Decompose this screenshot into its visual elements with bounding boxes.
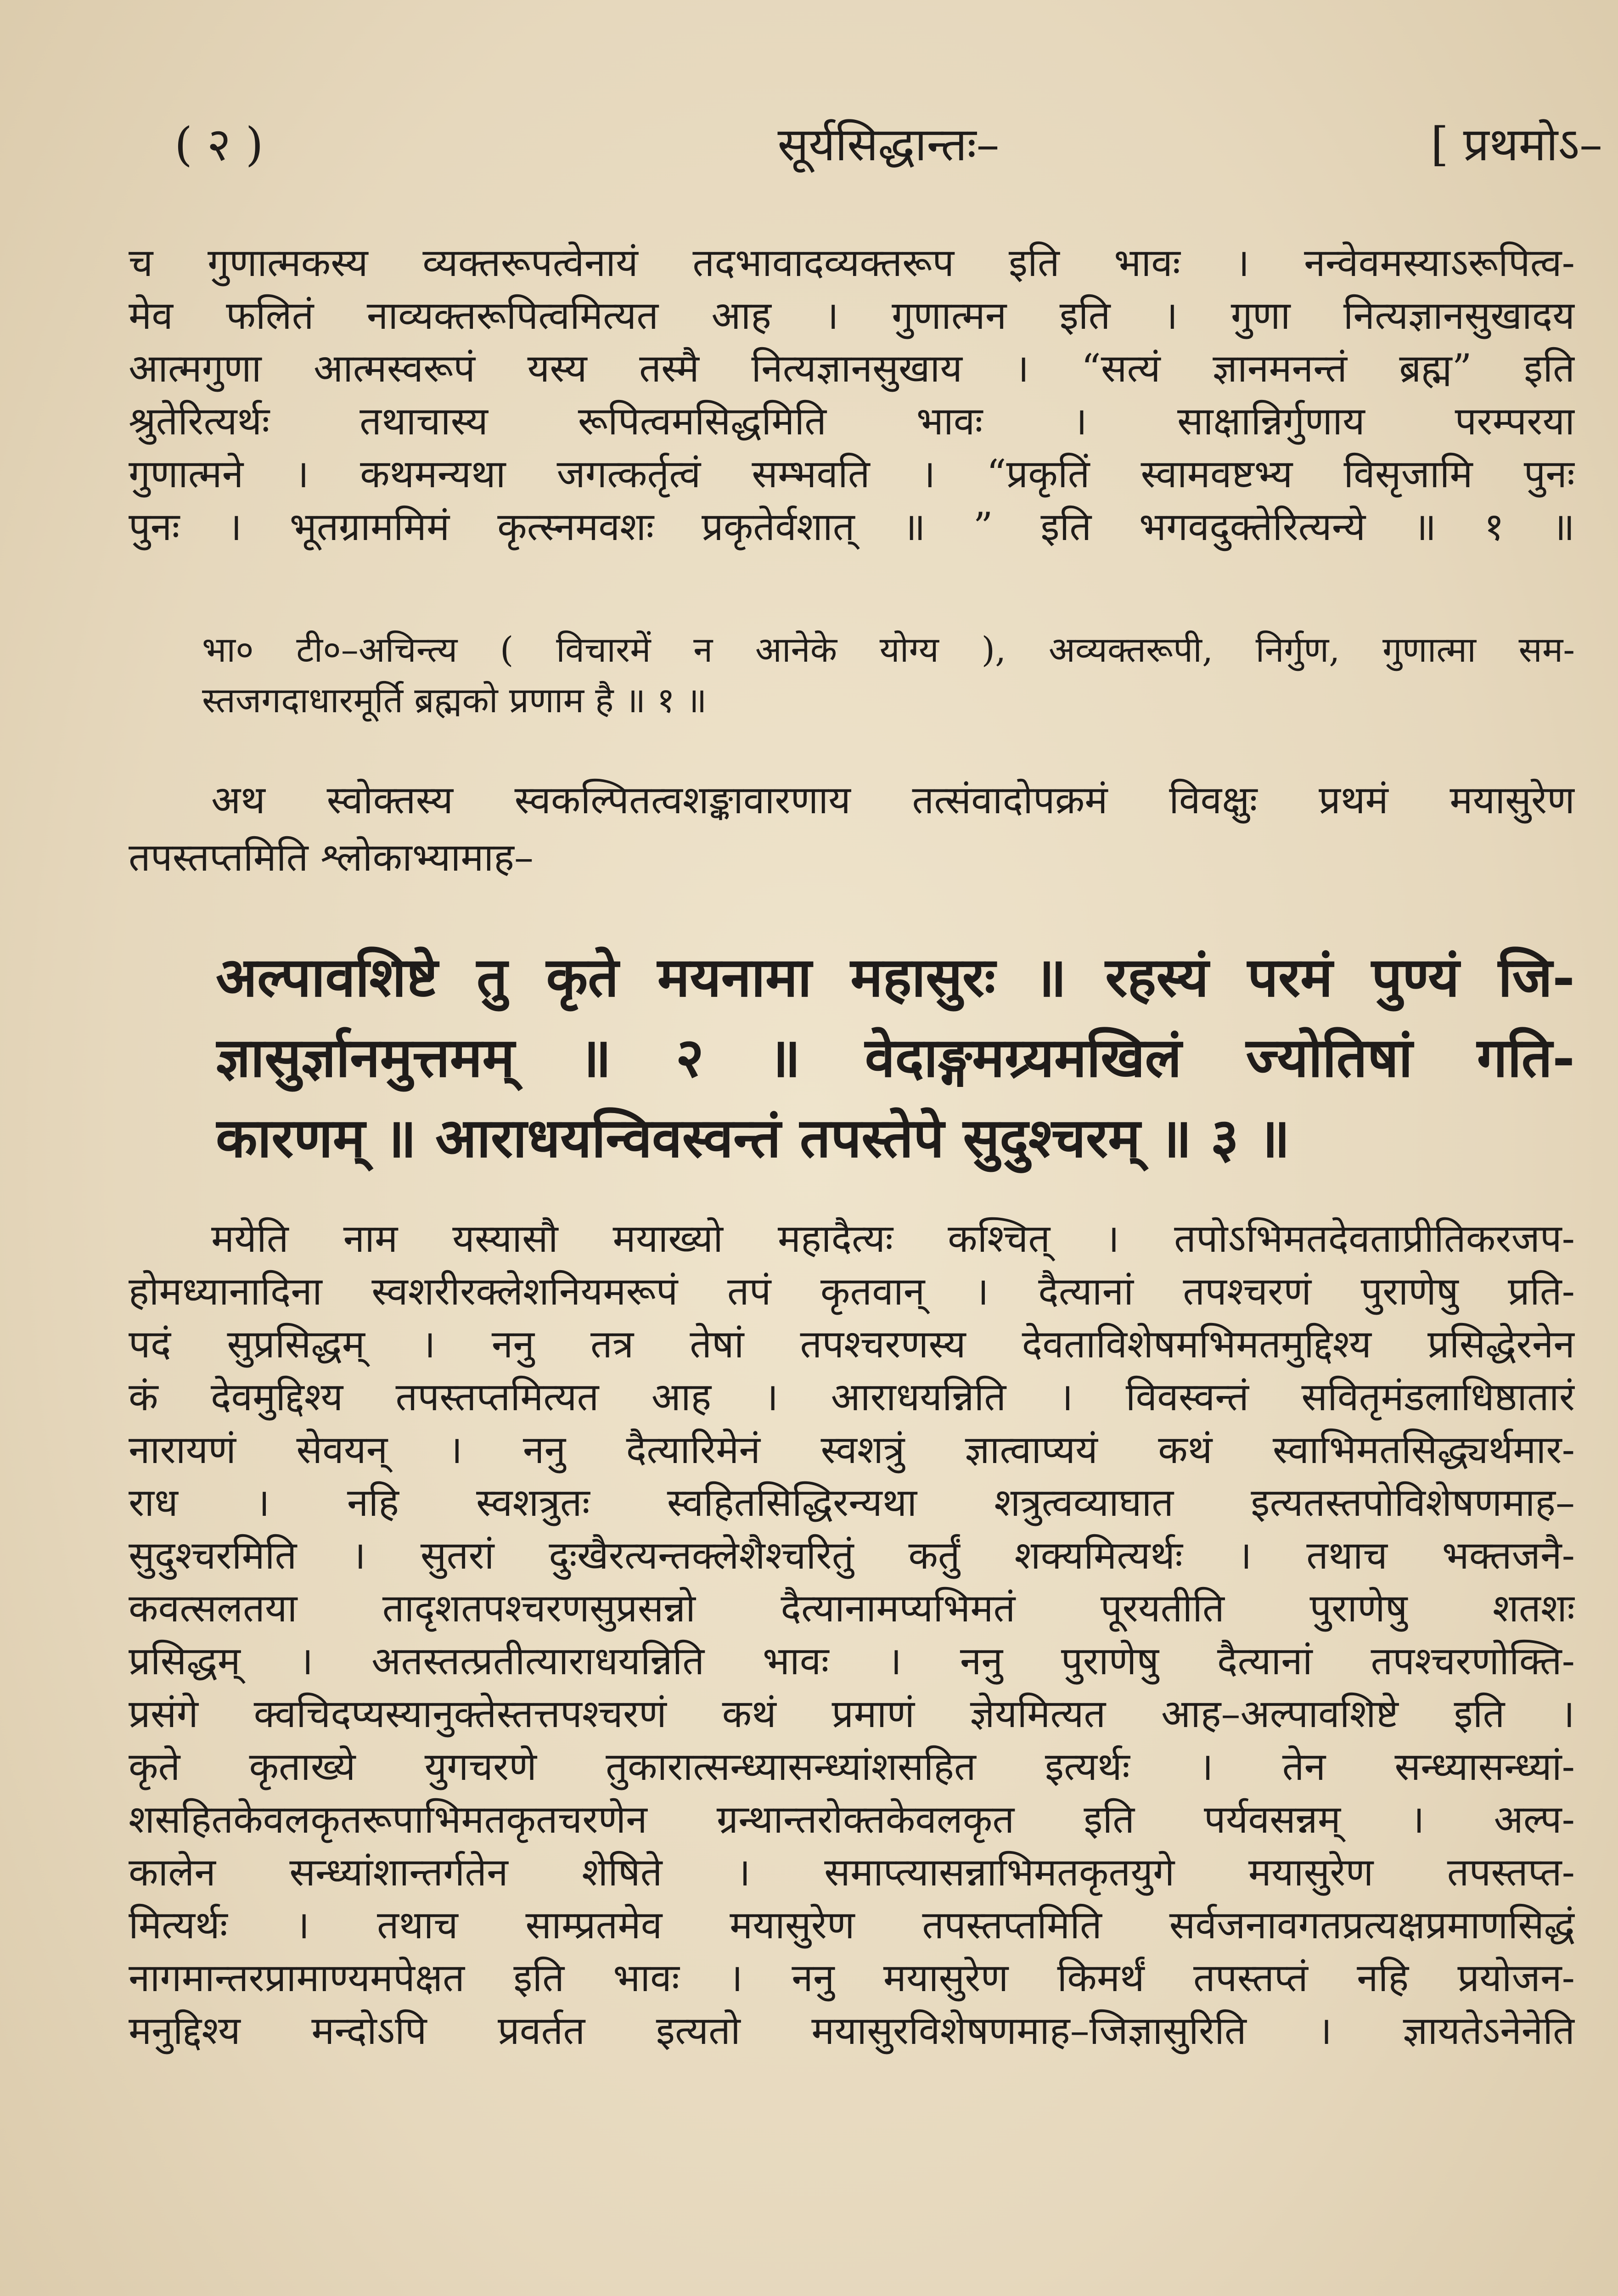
verse-line: अल्पावशिष्टे तु कृते मयनामा महासुरः ॥ रहस्यं परमं पुण्यं जि- [216,945,1575,1009]
commentary-line: मयेति नाम यस्यासौ मयाख्यो महादैत्यः कश्चित् । तपोऽभिमतदेवताप्रीतिकरजप- [211,1216,1575,1261]
chapter-label: [ प्रथमोऽ– [1430,118,1602,171]
commentary-line: शसहितकेवलकृतरूपाभिमतकृतचरणेन ग्रन्थान्तरोक्तकेवलकृत इति पर्यवसन्नम् । अल्प- [129,1797,1575,1842]
commentary-line: प्रसिद्धम् । अतस्तत्प्रतीत्याराधयन्निति भावः । ननु पुराणेषु दैत्यानां तपश्चरणोक्ति- [129,1638,1575,1683]
page-number: ( २ ) [174,118,264,171]
running-title: सूर्यसिद्धान्तः– [777,118,1000,171]
commentary-line: च गुणात्मकस्य व्यक्तरूपत्वेनायं तदभावादव्यक्तरूप इति भावः । नन्वेवमस्याऽरूपित्व- [129,240,1575,285]
sanskrit-verse [216,937,1575,1178]
intro-line: तपस्तप्तमिति श्लोकाभ्यामाह– [129,835,534,880]
commentary-line: कालेन सन्ध्यांशान्तर्गतेन शेषिते । समाप्त्यासन्नाभिमतकृतयुगे मयासुरेण तपस्तप्त- [129,1850,1575,1895]
commentary-line: कवत्सलतया तादृशतपश्चरणसुप्रसन्नो दैत्यानामप्यभिमतं पूरयतीति पुराणेषु शतशः [129,1586,1575,1631]
verse-line: ज्ञासुर्ज्ञानमुत्तमम् ॥ २ ॥ वेदाङ्गमग्र्यमखिलं ज्योतिषां गति- [216,1025,1575,1089]
commentary-line: कृते कृताख्ये युगचरणे तुकारात्सन्ध्यासन्ध्यांशसहित इत्यर्थः । तेन सन्ध्यासन्ध्यां- [129,1744,1575,1789]
commentary-line: गुणात्मने । कथमन्यथा जगत्कर्तृत्वं सम्भवति । “प्रकृतिं स्वामवष्टभ्य विसृजामि पुनः [129,451,1575,496]
verse-line: कारणम् ॥ आराधयन्विवस्वन्तं तपस्तेपे सुदुश्चरम् ॥ ३ ॥ [216,1106,1290,1170]
commentary-line: प्रसंगे क्वचिदप्यस्यानुक्तेस्तत्तपश्चरणं कथं प्रमाणं ज्ञेयमित्यत आह–अल्पावशिष्टे इति । [129,1691,1575,1736]
page-header [174,115,1602,197]
commentary-line: मेव फलितं नाव्यक्तरूपित्वमित्यत आह । गुणात्मन इति । गुणा नित्यज्ञानसुखादय [129,293,1575,338]
commentary-line: सुदुश्चरमिति । सुतरां दुःखैरत्यन्तक्लेशैश्चरितुं कर्तुं शक्यमित्यर्थः । तथाच भक्तजनै- [129,1533,1575,1578]
commentary-line: श्रुतेरित्यर्थः तथाचास्य रूपित्वमसिद्धमिति भावः । साक्षान्निर्गुणाय परम्परया [129,399,1575,444]
commentary-line: राध । नहि स्वशत्रुतः स्वहितसिद्धिरन्यथा शत्रुत्वव्याघात इत्यतस्तपोविशेषणमाह– [129,1480,1575,1525]
commentary-line: होमध्यानादिना स्वशरीरक्लेशनियमरूपं तपं कृतवान् । दैत्यानां तपश्चरणं पुराणेषु प्रति- [129,1269,1575,1314]
verse-introduction [129,771,1575,886]
hindi-translation [202,625,1575,726]
commentary-line: मित्यर्थः । तथाच साम्प्रतमेव मयासुरेण तपस्तप्तमिति सर्वजनावगतप्रत्यक्षप्रमाणसिद्धं [129,1902,1575,1947]
commentary-top [129,236,1575,553]
commentary-line: आत्मगुणा आत्मस्वरूपं यस्य तस्मै नित्यज्ञानसुखाय । “सत्यं ज्ञानमनन्तं ब्रह्म” इति [129,346,1575,391]
commentary-main [129,1212,1575,2057]
translation-line: भा० टी०–अचिन्त्य ( विचारमें न आनेके योग्य ), अव्यक्तरूपी, निर्गुण, गुणात्मा सम- [202,629,1575,670]
commentary-line: नागमान्तरप्रामाण्यमपेक्षत इति भावः । ननु मयासुरेण किमर्थं तपस्तप्तं नहि प्रयोजन- [129,1955,1575,2000]
commentary-line: मनुद्दिश्य मन्दोऽपि प्रवर्तत इत्यतो मयासुरविशेषणमाह–जिज्ञासुरिति । ज्ञायतेऽनेनेति [129,2008,1575,2053]
commentary-line: कं देवमुद्दिश्य तपस्तप्तमित्यत आह । आराधयन्निति । विवस्वन्तं सवितृमंडलाधिष्ठातारं [129,1374,1575,1419]
commentary-line: पुनः । भूतग्राममिमं कृत्स्नमवशः प्रकृतेर्वशात् ॥ ” इति भगवदुक्तेरित्यन्ये ॥ १ ॥ [129,504,1575,549]
translation-line: स्तजगदाधारमूर्ति ब्रह्मको प्रणाम है ॥ १ ॥ [202,680,707,720]
commentary-line: नारायणं सेवयन् । ननु दैत्यारिमेनं स्वशत्रुं ज्ञात्वाप्ययं कथं स्वाभिमतसिद्ध्यर्थमार- [129,1427,1575,1472]
commentary-line: पदं सुप्रसिद्धम् । ननु तत्र तेषां तपश्चरणस्य देवताविशेषमभिमतमुद्दिश्य प्रसिद्धेरनेन [129,1322,1575,1367]
intro-line: अथ स्वोक्तस्य स्वकल्पितत्वशङ्कावारणाय तत्संवादोपक्रमं विवक्षुः प्रथमं मयासुरेण [211,777,1575,822]
